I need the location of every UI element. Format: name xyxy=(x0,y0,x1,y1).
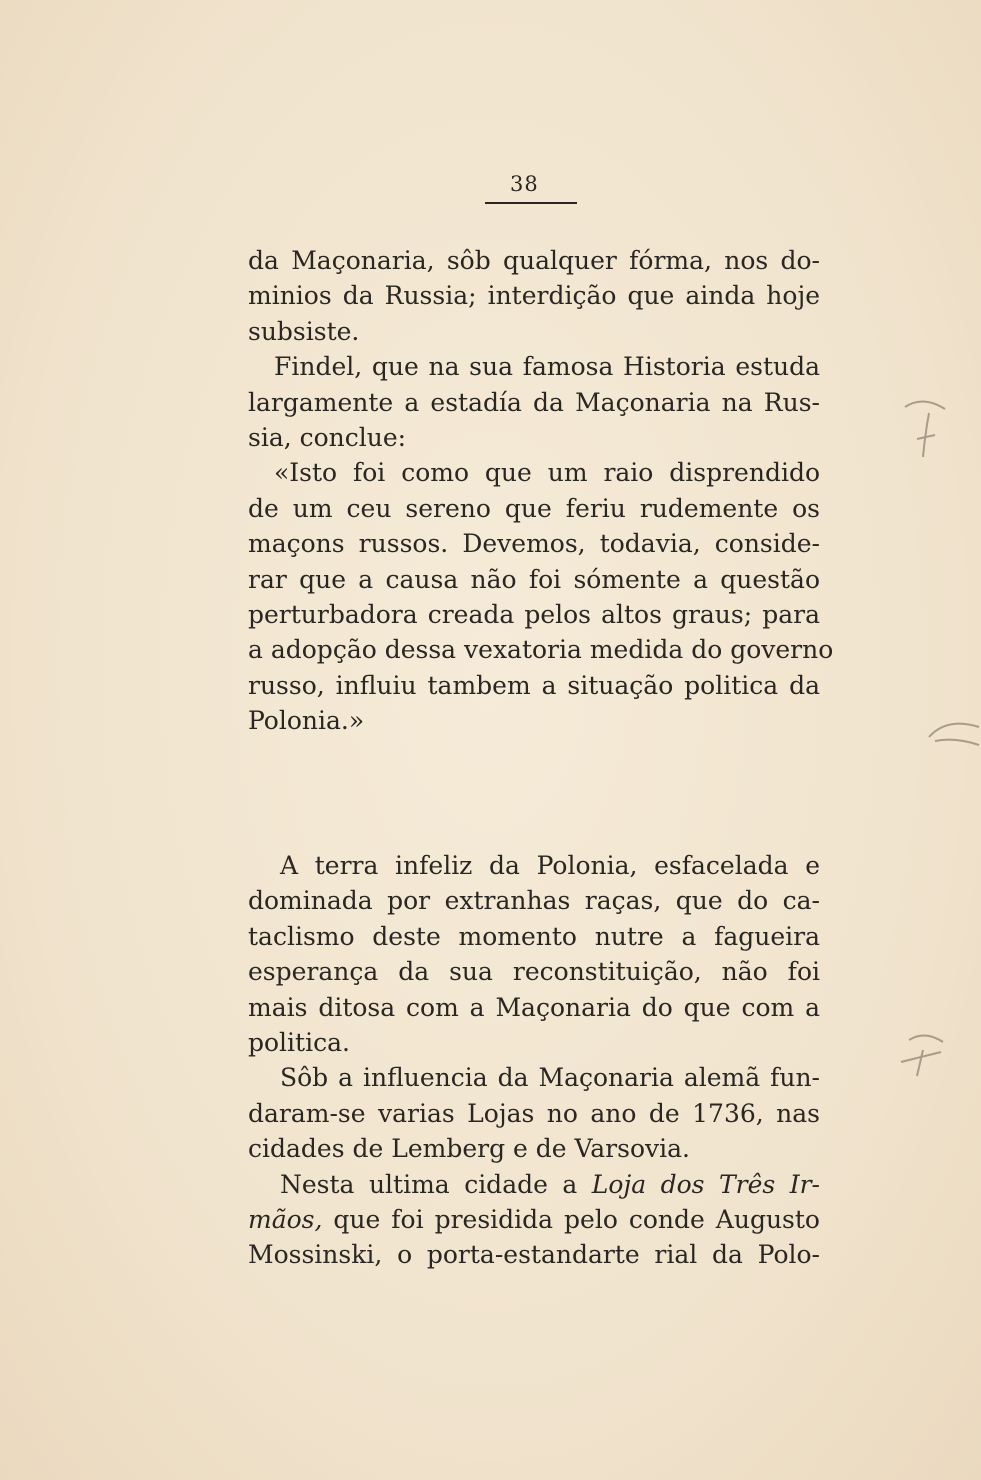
text-line: a adopção dessa vexatoria medida do governo xyxy=(248,635,834,665)
text-line: A terra infeliz da Polonia, esfacelada e xyxy=(280,851,820,880)
text-line: Findel, que na sua famosa Historia estuda xyxy=(274,352,820,382)
text-line: mais ditosa com a Maçonaria do que com a xyxy=(248,992,820,1022)
paper-stain-mark xyxy=(895,395,955,465)
text-line: taclismo deste momento nutre a fagueira xyxy=(248,921,820,951)
text-segment: que foi presidida pelo conde Augusto xyxy=(322,1204,820,1234)
text-line: da Maçonaria, sôb qualquer fórma, nos do- xyxy=(248,246,820,275)
text-line: dominada por extranhas raças, que do ca- xyxy=(248,886,820,916)
text-line: rar que a causa não foi sómente a questão xyxy=(248,564,820,594)
text-line: «Isto foi como que um raio disprendido xyxy=(274,458,820,488)
text-line: perturbadora creada pelos altos graus; para xyxy=(248,599,820,629)
text-line: subsiste. xyxy=(248,316,360,346)
page-number-rule xyxy=(485,202,577,204)
text-line: Polonia.» xyxy=(248,706,365,736)
text-line: politica. xyxy=(248,1027,350,1057)
page-number: 38 xyxy=(510,172,539,196)
text-line: minios da Russia; interdição que ainda hoje xyxy=(248,281,820,311)
text-line: maçons russos. Devemos, todavia, conside- xyxy=(248,529,820,559)
italic-title: Loja dos Três Ir- xyxy=(591,1169,820,1199)
text-line: cidades de Lemberg e de Varsovia. xyxy=(248,1134,690,1164)
text-line: Mossinski, o porta-estandarte rial da Polo- xyxy=(248,1240,820,1270)
text-line: esperança da sua reconstituição, não foi xyxy=(248,957,820,987)
text-block-upper xyxy=(248,243,834,738)
text-line: Sôb a influencia da Maçonaria alemã fun- xyxy=(280,1063,820,1093)
text-block-lower xyxy=(248,848,820,1273)
italic-title: mãos, xyxy=(248,1204,323,1234)
paper-stain-mark xyxy=(925,715,981,755)
text-line xyxy=(248,1167,820,1202)
text-line: de um ceu sereno que feriu rudemente os xyxy=(248,493,820,523)
text-line: russo, influiu tambem a situação politica da xyxy=(248,670,820,700)
paper-stain-mark xyxy=(895,1030,951,1080)
text-line: daram-se varias Lojas no ano de 1736, nas xyxy=(248,1098,820,1128)
text-line: largamente a estadía da Maçonaria na Rus- xyxy=(248,387,820,417)
text-line: sia, conclue: xyxy=(248,422,407,452)
text-segment: Nesta ultima cidade a xyxy=(280,1169,592,1199)
text-line xyxy=(248,1202,820,1237)
